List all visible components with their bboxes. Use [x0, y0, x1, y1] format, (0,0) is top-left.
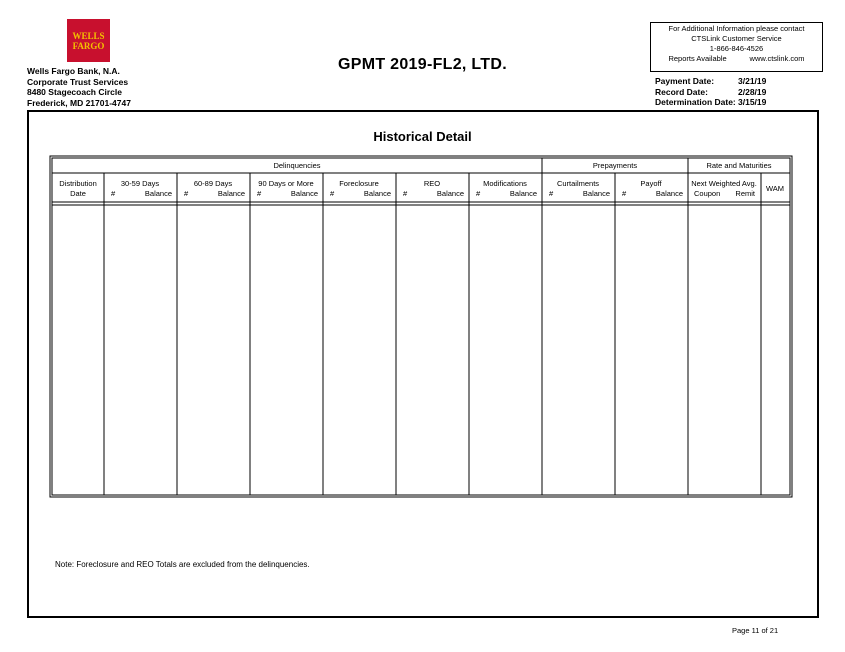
section-title: Historical Detail	[373, 129, 472, 144]
distribution-header-1: Distribution	[59, 179, 97, 188]
info-line2: CTSLink Customer Service	[691, 34, 782, 43]
subheader-count: #	[622, 189, 627, 198]
subheader-count: #	[257, 189, 262, 198]
subheader-remit: Remit	[735, 189, 755, 198]
bank-dept: Corporate Trust Services	[27, 76, 129, 87]
header-modifications: Modifications	[483, 179, 527, 188]
header-next-weighted-avg: Next Weighted Avg.	[691, 179, 757, 188]
subheader-count: #	[403, 189, 408, 198]
logo-line2: FARGO	[72, 40, 105, 51]
info-line1: For Additional Information please contact	[668, 24, 805, 33]
header-30-59-days: 30-59 Days	[120, 179, 160, 188]
subheader-count: #	[184, 189, 189, 198]
header-wam: WAM	[765, 184, 785, 193]
info-phone: 1-866-846-4526	[709, 44, 764, 53]
header-curtailments: Curtailments	[556, 179, 600, 188]
subheader-balance: Balance	[217, 189, 245, 198]
header-60-89-days: 60-89 Days	[193, 179, 233, 188]
logo-line1: WELLS	[72, 30, 105, 41]
payment-date: 3/21/19	[738, 76, 767, 86]
subheader-count: #	[549, 189, 554, 198]
header-payoff: Payoff	[640, 179, 662, 188]
subheader-count: #	[476, 189, 481, 198]
page-number: Page 11 of 21	[732, 626, 779, 635]
subheader-coupon: Coupon	[694, 189, 721, 198]
subheader-balance: Balance	[144, 189, 172, 198]
subheader-count: #	[111, 189, 116, 198]
footnote: Note: Foreclosure and REO Totals are excluded from the delinquencies.	[55, 560, 310, 569]
subheader-balance: Balance	[363, 189, 391, 198]
group-prepayments: Prepayments	[592, 161, 638, 170]
bank-name: Wells Fargo Bank, N.A.	[27, 66, 120, 76]
subheader-count: #	[330, 189, 335, 198]
header-reo: REO	[423, 179, 441, 188]
bank-street: 8480 Stagecoach Circle	[27, 87, 122, 97]
subheader-balance: Balance	[582, 189, 610, 198]
determination-date-label: Determination Date:	[655, 97, 736, 107]
bank-city: Frederick, MD 21701-4747	[27, 97, 131, 108]
website-link[interactable]: www.ctslink.com	[749, 54, 805, 63]
record-date: 2/28/19	[738, 86, 767, 97]
determination-date: 3/15/19	[738, 97, 767, 107]
group-delinquencies: Delinquencies	[273, 161, 321, 170]
record-date-label: Record Date:	[655, 86, 708, 97]
subheader-balance: Balance	[655, 189, 683, 198]
header-90-days-or-more: 90 Days or More	[258, 179, 314, 188]
group-rate-maturities: Rate and Maturities	[706, 161, 772, 170]
payment-date-label: Payment Date:	[655, 76, 715, 86]
subheader-balance: Balance	[509, 189, 537, 198]
header-foreclosure: Foreclosure	[339, 179, 379, 188]
distribution-header-2: Date	[70, 189, 86, 198]
page-title: GPMT 2019-FL2, LTD.	[338, 56, 507, 73]
subheader-balance: Balance	[436, 189, 464, 198]
subheader-balance: Balance	[290, 189, 318, 198]
reports-available-label: Reports Available	[668, 54, 727, 63]
